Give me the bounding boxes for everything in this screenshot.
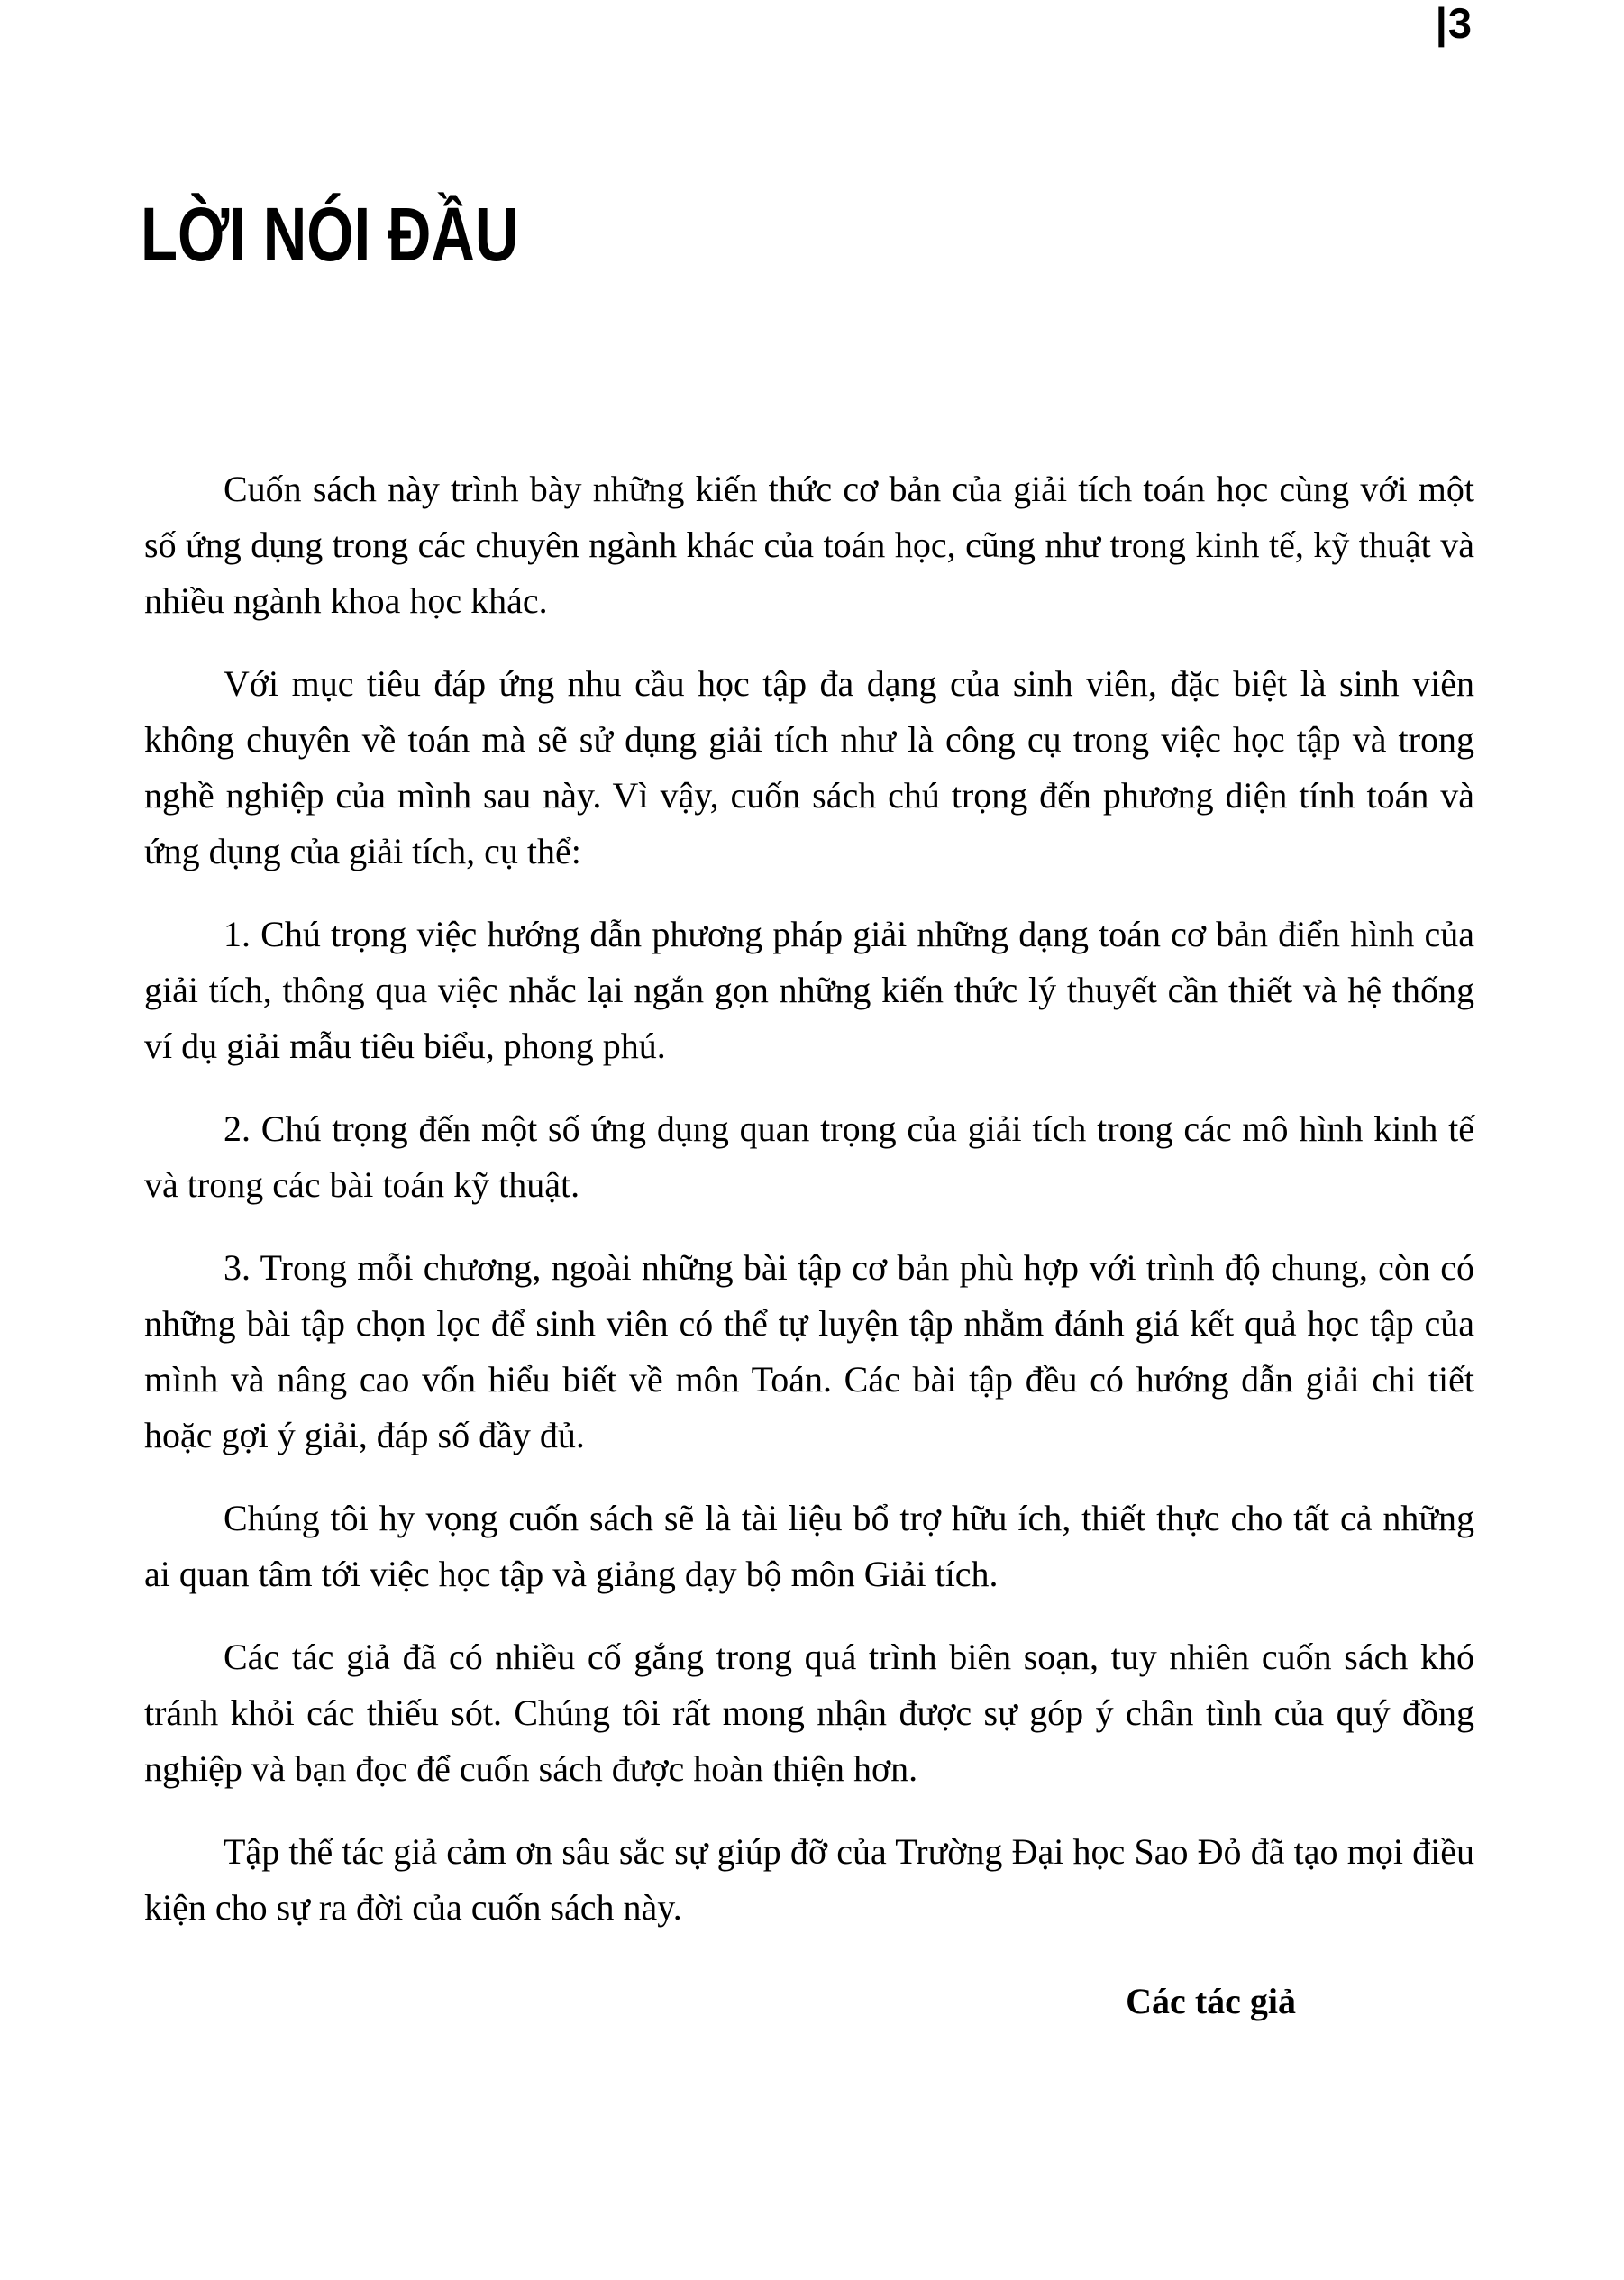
paragraph-point-2: 2. Chú trọng đến một số ứng dụng quan trọng của giải tích trong các mô hình kinh tế và trong các bài toán kỹ thuật. (144, 1108, 1474, 1205)
author-signature: Các tác giả (1126, 1981, 1296, 2021)
paragraph-goal: Với mục tiêu đáp ứng nhu cầu học tập đa dạng của sinh viên, đặc biệt là sinh viên không chuyên về toán mà sẽ sử dụng giải tích như là công cụ trong việc học tập và trong nghề nghiệp của mình sau này. Vì vậy, cuốn sách chú trọng đến phương diện tính toán và ứng dụng của giải tích, cụ thể: (144, 663, 1474, 871)
paragraph-hope: Chúng tôi hy vọng cuốn sách sẽ là tài liệu bổ trợ hữu ích, thiết thực cho tất cả những ai quan tâm tới việc học tập và giảng dạy bộ môn Giải tích. (144, 1498, 1474, 1594)
page-title: LỜI NÓI ĐẦU (141, 192, 519, 277)
paragraph-intro: Cuốn sách này trình bày những kiến thức cơ bản của giải tích toán học cùng với một số ứng dụng trong các chuyên ngành khác của toán học, cũng như trong kinh tế, kỹ thuật và nhiều ngành khoa học khác. (144, 469, 1474, 621)
page-number: |3 (1435, 0, 1473, 47)
paragraph-apology: Các tác giả đã có nhiều cố gắng trong quá trình biên soạn, tuy nhiên cuốn sách khó tránh khỏi các thiếu sót. Chúng tôi rất mong nhận được sự góp ý chân tình của quý đồng nghiệp và bạn đọc để cuốn sách được hoàn thiện hơn. (144, 1637, 1474, 1789)
paragraph-thanks: Tập thể tác giả cảm ơn sâu sắc sự giúp đỡ của Trường Đại học Sao Đỏ đã tạo mọi điều kiện cho sự ra đời của cuốn sách này. (144, 1831, 1474, 1928)
document-body (144, 461, 1474, 2029)
paragraph-point-1: 1. Chú trọng việc hướng dẫn phương pháp giải những dạng toán cơ bản điển hình của giải tích, thông qua việc nhắc lại ngắn gọn những kiến thức lý thuyết cần thiết và hệ thống ví dụ giải mẫu tiêu biểu, phong phú. (144, 914, 1474, 1066)
paragraph-point-3: 3. Trong mỗi chương, ngoài những bài tập cơ bản phù hợp với trình độ chung, còn có những bài tập chọn lọc để sinh viên có thể tự luyện tập nhằm đánh giá kết quả học tập của mình và nâng cao vốn hiểu biết về môn Toán. Các bài tập đều có hướng dẫn giải chi tiết hoặc gợi ý giải, đáp số đầy đủ. (144, 1247, 1474, 1455)
